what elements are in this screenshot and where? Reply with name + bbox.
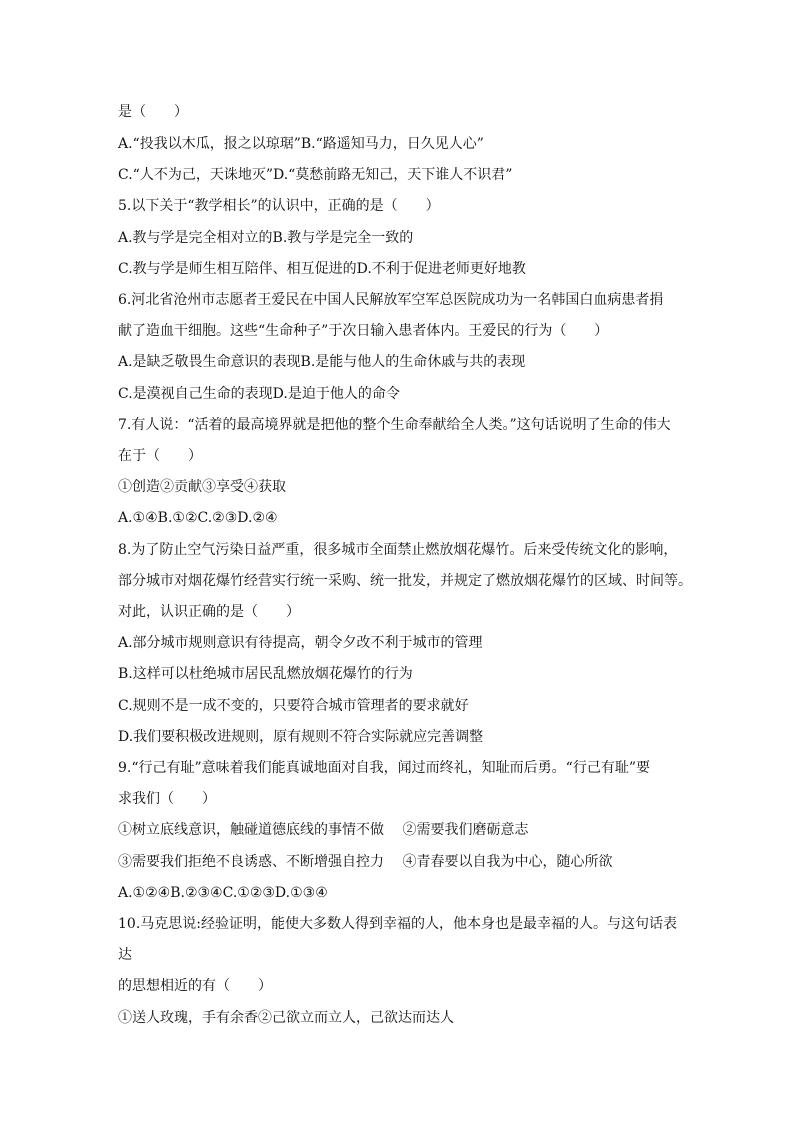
text-line: C.是漠视自己生命的表现D.是迫于他人的命令 xyxy=(118,386,400,402)
text-line: A.教与学是完全相对立的B.教与学是完全一致的 xyxy=(118,230,414,246)
question-7: 7.有人说：“活着的最高境界就是把他的整个生命奉献给全人类。”这句话说明了生命的伟大 xyxy=(118,417,671,433)
text-line: C.教与学是师生相互陪伴、相互促进的D.不利于促进老师更好地教 xyxy=(118,261,526,277)
question-5: 5.以下关于“教学相长”的认识中，正确的是（ ） xyxy=(118,198,440,214)
text-line: 是（ ） xyxy=(118,104,188,120)
text-line: A.①②④B.②③④C.①②③D.①③④ xyxy=(118,885,328,901)
text-line: B.这样可以杜绝城市居民乱燃放烟花爆竹的行为 xyxy=(118,666,413,682)
text-line: D.我们要积极改进规则，原有规则不符合实际就应完善调整 xyxy=(118,729,484,745)
text-line: ③需要我们拒绝不良诱惑、不断增强自控力 ④青春要以自我为中心，随心所欲 xyxy=(118,854,613,870)
text-line: 的思想相近的有（ ） xyxy=(118,978,272,994)
text-line: ①树立底线意识，触碰道德底线的事情不做 ②需要我们磨砺意志 xyxy=(118,822,529,838)
text-line: 对此，认识正确的是（ ） xyxy=(118,604,300,620)
text-line: ①创造②贡献③享受④获取 xyxy=(118,479,286,495)
text-line: A.部分城市规则意识有待提高，朝令夕改不利于城市的管理 xyxy=(118,635,483,651)
text-line: ①送人玫瑰，手有余香②己欲立而立人，己欲达而达人 xyxy=(118,1010,454,1026)
text-line: C.“人不为己，天诛地灭”D.“莫愁前路无知己，天下谁人不识君” xyxy=(118,167,513,183)
text-line: A.“投我以木瓜，报之以琼琚”B.“路遥知马力，日久见人心” xyxy=(118,136,484,152)
text-line: A.是缺乏敬畏生命意识的表现B.是能与他人的生命休戚与共的表现 xyxy=(118,354,526,370)
question-6: 6.河北省沧州市志愿者王爱民在中国人民解放军空军总医院成功为一名韩国白血病患者捐 xyxy=(118,292,664,308)
text-line: 献了造血干细胞。这些“生命种子”于次日输入患者体内。王爱民的行为（ ） xyxy=(118,323,609,339)
question-10: 10.马克思说:经验证明，能使大多数人得到幸福的人，他本身也是最幸福的人。与这句话表 xyxy=(118,916,677,932)
text-line: 部分城市对烟花爆竹经营实行统一采购、统一批发，并规定了燃放烟花爆竹的区域、时间等。 xyxy=(118,573,692,589)
text-line: C.规则不是一成不变的，只要符合城市管理者的要求就好 xyxy=(118,698,469,714)
text-line: 达 xyxy=(118,947,132,963)
text-line: 求我们（ ） xyxy=(118,791,216,807)
question-8: 8.为了防止空气污染日益严重，很多城市全面禁止燃放烟花爆竹。后来受传统文化的影响， xyxy=(118,542,678,558)
text-line: A.①④B.①②C.②③D.②④ xyxy=(118,510,278,526)
text-line: 在于（ ） xyxy=(118,448,202,464)
question-9: 9.“行己有耻”意味着我们能真诚地面对自我，闻过而终礼，知耻而后勇。“行己有耻”要 xyxy=(118,760,650,776)
